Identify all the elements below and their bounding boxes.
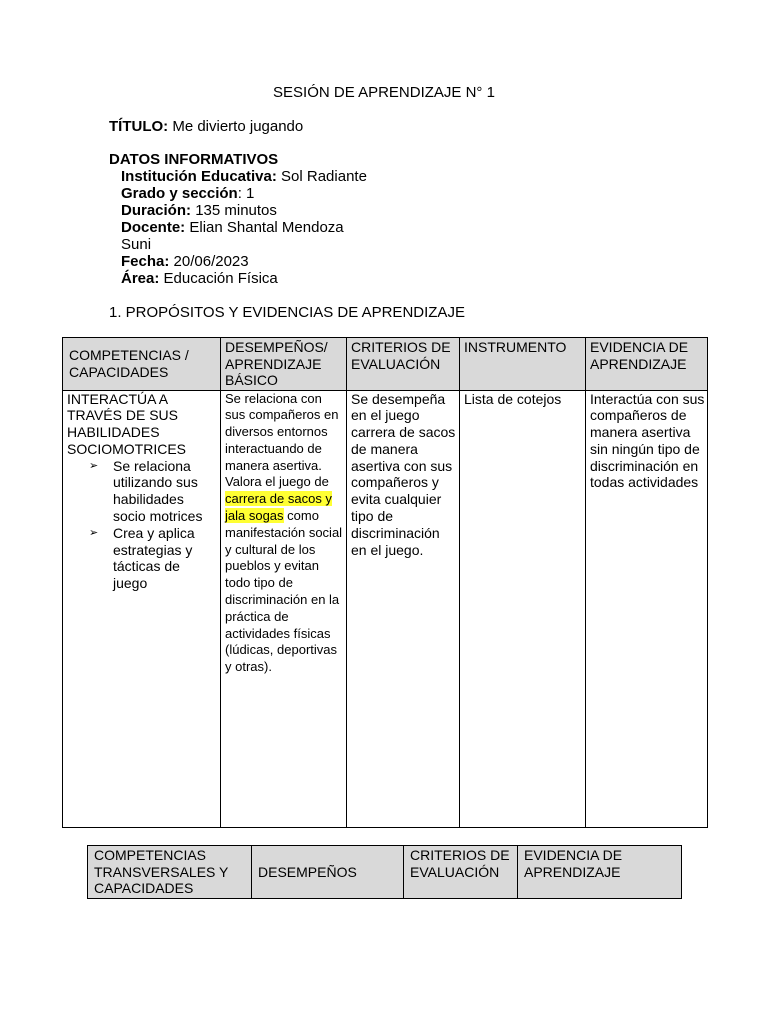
header-evidencia: EVIDENCIA DE APRENDIZAJE [586,338,708,391]
cell-criterio: Se desempeña en el juego carrera de sacos de manera asertiva con sus compañeros y evita cualquier tipo de discriminación en el juego. [347,390,460,827]
header-competencias-transversales: COMPETENCIAS TRANSVERSALES Y CAPACIDADES [88,846,252,899]
institucion-label: Institución Educativa: [121,168,277,185]
capacidad-text: Crea y aplica estrategias y tácticas de juego [113,524,195,592]
cell-desempeno [221,390,347,827]
header-desempenos: DESEMPEÑOS [252,846,404,899]
desempeno-text-2: Valora el juego de [225,474,329,490]
fecha-value: 20/06/2023 [173,253,249,270]
cell-evidencia: Interactúa con sus compañeros de manera asertiva sin ningún tipo de discriminación en todas actividades [586,390,708,827]
titulo-label: TÍTULO: [109,118,169,135]
duracion-label: Duración: [121,202,192,219]
section-heading-propositos: 1. PROPÓSITOS Y EVIDENCIAS DE APRENDIZAJE [109,304,465,321]
list-item [67,458,218,525]
page-title: SESIÓN DE APRENDIZAJE N° 1 [273,84,495,101]
table-header-row [88,846,682,899]
titulo-value: Me divierto jugando [172,118,304,135]
table-header-row [63,338,708,391]
grado-value: : 1 [237,185,255,202]
area-value: Educación Física [163,270,278,287]
capacidad-text: Se relaciona utilizando sus habilidades socio motrices [113,457,203,525]
datos-informativos [109,151,371,287]
institucion-value: Sol Radiante [281,168,367,185]
duracion-line [109,202,371,219]
docente-line [109,219,371,253]
header-desempenos: DESEMPEÑOS/ APRENDIZAJE BÁSICO [221,338,347,391]
datos-heading: DATOS INFORMATIVOS [109,151,279,168]
duracion-value: 135 minutos [195,202,277,219]
desempeno-text-1: Se relaciona con sus compañeros en diversos entornos interactuando de manera asertiva. [225,390,339,473]
docente-value: Elian Shantal Mendoza Suni [121,219,344,253]
fecha-line [109,253,371,270]
arrow-bullet-icon: ➢ [89,459,99,472]
area-line [109,270,371,287]
desempeno-text-3: como manifestación social y cultural de los pueblos y evitan todo tipo de discriminación en la práctica de actividades físicas (lúdicas, deportivas y otras). [225,508,343,675]
propositos-table [62,337,708,828]
institucion-line [109,168,371,185]
list-item [67,525,218,592]
grado-line [109,185,371,202]
header-criterios: CRITERIOS DE EVALUACIÓN [347,338,460,391]
header-instrumento: INSTRUMENTO [460,338,586,391]
docente-label: Docente: [121,219,186,236]
table-row [63,390,708,827]
cell-competencia [63,390,221,827]
titulo-line [109,118,303,135]
competencia-title: INTERACTÚA A TRAVÉS DE SUS HABILIDADES SOCIOMOTRICES [67,390,187,457]
highlighted-text: carrera de sacos y jala sogas [225,491,332,524]
arrow-bullet-icon: ➢ [89,526,99,539]
header-criterios: CRITERIOS DE EVALUACIÓN [404,846,518,899]
header-competencias: COMPETENCIAS / CAPACIDADES [63,338,221,391]
area-label: Área: [121,270,160,287]
header-evidencia: EVIDENCIA DE APRENDIZAJE [518,846,682,899]
capacidades-list [67,458,218,592]
cell-instrumento: Lista de cotejos [460,390,586,827]
competencias-transversales-table [87,845,682,899]
grado-label: Grado y sección [121,185,238,202]
fecha-label: Fecha: [121,253,170,270]
